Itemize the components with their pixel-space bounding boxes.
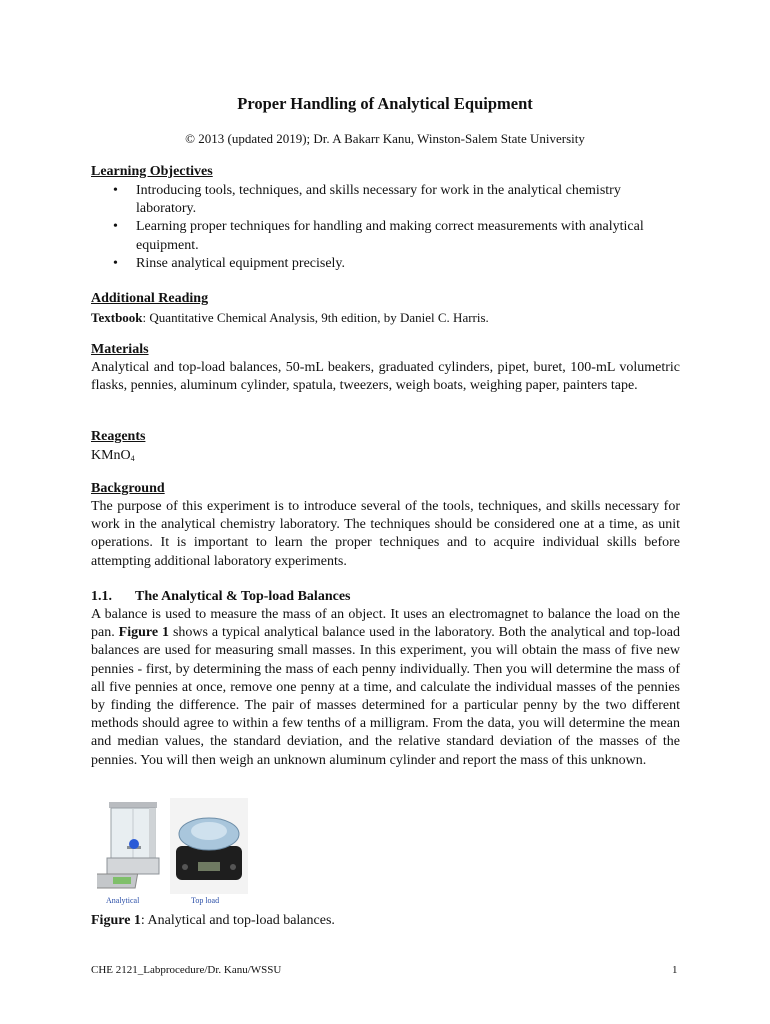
body-text-before: A balance is used to measure the mass of an object. It uses an electromagnet to balance the load on the pan.: [91, 607, 680, 641]
textbook-label: Textbook: [91, 310, 143, 325]
formula-main: KMnO: [91, 448, 131, 463]
objectives-list: [91, 182, 681, 273]
reagent-formula: [91, 447, 680, 468]
objective-text: Rinse analytical equipment precisely.: [136, 255, 346, 271]
analytical-label: Analytical: [106, 896, 140, 905]
section-body: [91, 606, 680, 770]
additional-reading-heading: Additional Reading: [91, 291, 209, 306]
caption-label: Figure 1: [91, 913, 141, 928]
list-item: [91, 218, 681, 254]
list-item: [91, 255, 681, 273]
learning-objectives-heading: Learning Objectives: [91, 164, 213, 179]
materials-text: Analytical and top-load balances, 50-mL beakers, graduated cylinders, pipet, buret, 100-mL volumetric flasks, pennies, aluminum cylinder, spatula, tweezers, weigh boats, weighing paper, painters tape.: [91, 360, 680, 394]
background-text: The purpose of this experiment is to introduce several of the tools, techniques, and skills necessary for work in the analytical chemistry laboratory. The techniques should be considered one at a time, as unit operations. It is important to learn the proper techniques and to acquire individual skills before attempting additional laboratory experiments.: [91, 499, 680, 569]
list-item: [91, 182, 681, 218]
background-heading: Background: [91, 481, 165, 496]
body-text-after: shows a typical analytical balance used in the laboratory. Both the analytical and top-load balances are used for measuring small masses. In this experiment, you will obtain the mass of five new pennies - first, by determining the mass of each penny individually. Then you will determine the mass of all five pennies at once, remove one penny at a time, and calculate the individual masses of the pennies by finding the difference. The pair of masses determined for a particular penny by the two different methods should agree to within a few tenths of a milligram. From the data, you will determine the mean and median values, the standard deviation, and the relative standard deviation of the masses of the pennies. You will then weigh an unknown aluminum cylinder and report the mass of this unknown.: [91, 625, 680, 768]
objective-text: Introducing tools, techniques, and skills necessary for work in the analytical chemistry laboratory.: [136, 183, 621, 217]
footer-text: CHE 2121_Labprocedure/Dr. Kanu/WSSU: [91, 964, 282, 976]
textbook-reference: [91, 309, 680, 327]
section-heading: [91, 589, 350, 605]
figure-reference: Figure 1: [118, 625, 169, 641]
bullet-icon: •: [113, 255, 118, 271]
top-load-balance-image: [170, 798, 248, 894]
top-load-label: Top load: [191, 896, 220, 905]
page-title: Proper Handling of Analytical Equipment: [237, 94, 533, 113]
page-number: 1: [672, 964, 678, 976]
figure-caption: [91, 913, 335, 929]
copyright-line: © 2013 (updated 2019); Dr. A Bakarr Kanu, Winston-Salem State University: [185, 131, 585, 146]
objective-text: Learning proper techniques for handling and making correct measurements with analytical equipment.: [136, 219, 644, 253]
materials-heading: Materials: [91, 342, 149, 357]
section-title: The Analytical & Top-load Balances: [135, 589, 351, 604]
bullet-icon: •: [113, 219, 118, 235]
caption-text: : Analytical and top-load balances.: [140, 913, 335, 928]
reagents-heading: Reagents: [91, 429, 146, 444]
analytical-balance-image: [97, 798, 167, 894]
textbook-text: : Quantitative Chemical Analysis, 9th edition, by Daniel C. Harris.: [142, 310, 489, 325]
section-number: 1.1.: [91, 589, 112, 604]
formula-subscript: 4: [130, 454, 135, 463]
bullet-icon: •: [113, 183, 118, 198]
